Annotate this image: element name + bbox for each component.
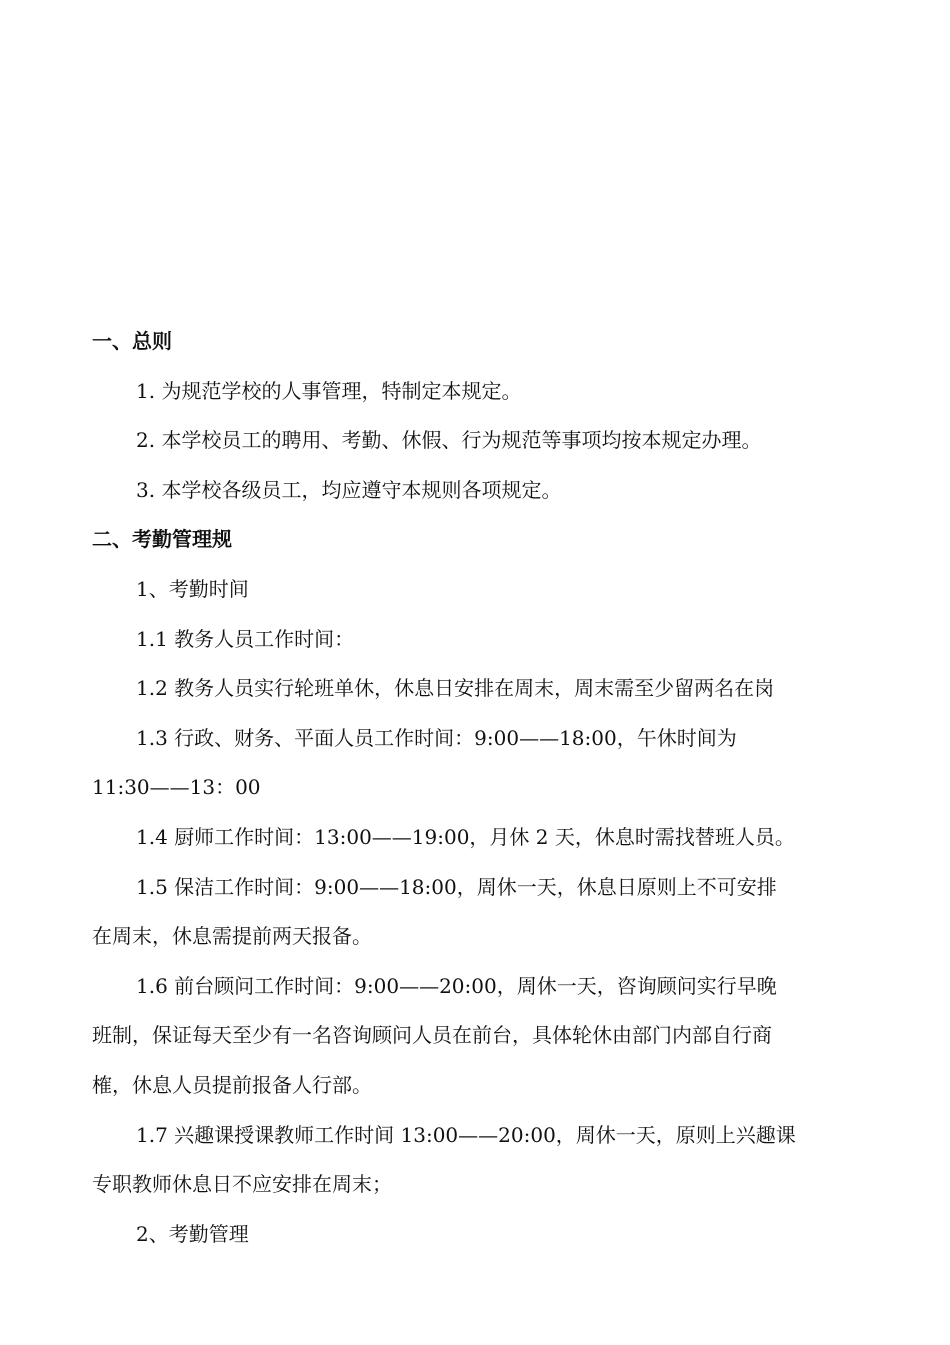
paragraph-1-7-continued: 专职教师休息日不应安排在周末；	[92, 1172, 392, 1197]
paragraph-1-6-continued-1: 班制，保证每天至少有一名咨询顾问人员在前台，具体轮休由部门内部自行商	[92, 1023, 772, 1048]
paragraph-1-5: 1.5 保洁工作时间：9:00——18:00，周休一天，休息日原则上不可安排	[136, 874, 777, 899]
document-body	[92, 317, 862, 1259]
subsection-attendance-time: 1、考勤时间	[136, 576, 249, 601]
paragraph-1-4: 1.4 厨师工作时间：13:00——19:00，月休 2 天，休息时需找替班人员。	[136, 824, 795, 849]
paragraph-1-3: 1.3 行政、财务、平面人员工作时间：9:00——18:00，午休时间为	[136, 725, 737, 750]
section-heading-general: 一、总则	[92, 329, 172, 353]
paragraph-item-1: 1. 为规范学校的人事管理，特制定本规定。	[136, 378, 522, 403]
paragraph-item-2: 2. 本学校员工的聘用、考勤、休假、行为规范等事项均按本规定办理。	[136, 428, 762, 453]
paragraph-1-6: 1.6 前台顾问工作时间：9:00——20:00，周休一天，咨询顾问实行早晚	[136, 973, 777, 998]
paragraph-item-3: 3. 本学校各级员工，均应遵守本规则各项规定。	[136, 477, 562, 502]
paragraph-1-5-continued: 在周末，休息需提前两天报备。	[92, 924, 372, 949]
paragraph-1-1: 1.1 教务人员工作时间：	[136, 626, 355, 651]
section-heading-attendance: 二、考勤管理规	[92, 527, 232, 552]
subsection-attendance-management: 2、考勤管理	[136, 1221, 249, 1246]
paragraph-1-3-continued: 11:30——13：00	[92, 775, 261, 800]
paragraph-1-7: 1.7 兴趣课授课教师工作时间 13:00——20:00，周休一天，原则上兴趣课	[136, 1122, 796, 1147]
paragraph-1-2: 1.2 教务人员实行轮班单休，休息日安排在周末，周末需至少留两名在岗	[136, 676, 775, 701]
paragraph-1-6-continued-2: 榷，休息人员提前报备人行部。	[92, 1072, 372, 1097]
